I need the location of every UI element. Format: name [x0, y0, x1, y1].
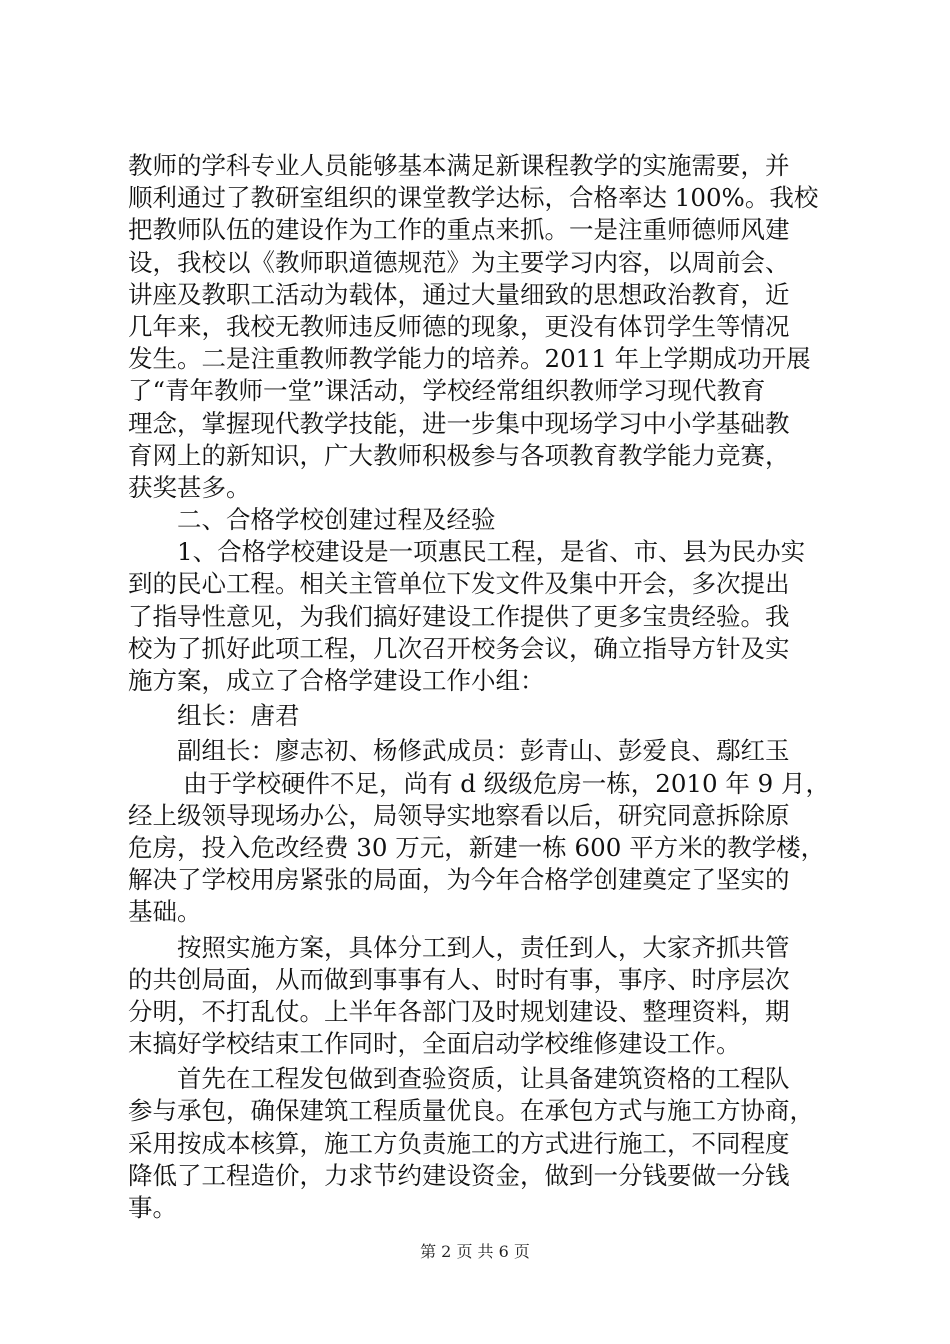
text-line: 了指导性意见，为我们搞好建设工作提供了更多宝贵经验。我	[128, 601, 790, 631]
text-line: 几年来，我校无教师违反师德的现象，更没有体罚学生等情况	[128, 311, 790, 341]
text-line: 分明，不打乱仗。上半年各部门及时规划建设、整理资料，期	[128, 996, 790, 1026]
text-line: 由于学校硬件不足，尚有 d 级级危房一栋，2010 年 9 月，	[183, 768, 831, 798]
text-line: 的共创局面，从而做到事事有人、时时有事，事序、时序层次	[128, 964, 790, 994]
paragraph-project-intro	[128, 536, 840, 697]
text-line: 顺利通过了教研室组织的课堂教学达标，合格率达 100%。我校	[128, 183, 819, 213]
paragraph-group-leader	[128, 700, 840, 732]
text-line: 事。	[128, 1193, 177, 1222]
text-line: 讲座及教职工活动为载体，通过大量细致的思想政治教育，近	[128, 279, 790, 309]
text-line: 采用按成本核算，施工方负责施工的方式进行施工，不同程度	[128, 1128, 790, 1158]
text-line: 育网上的新知识，广大教师积极参与各项教育教学能力竞赛，	[128, 440, 790, 470]
text-line: 末搞好学校结束工作同时，全面启动学校维修建设工作。	[128, 1029, 741, 1059]
paragraph-building	[128, 768, 840, 929]
text-line: 经上级领导现场办公，局领导实地察看以后，研究同意拆除原	[128, 800, 790, 830]
text-line: 到的民心工程。相关主管单位下发文件及集中开会，多次提出	[128, 569, 790, 599]
text-line: 校为了抓好此项工程，几次召开校务会议，确立指导方针及实	[128, 633, 790, 663]
page-number-label: 第 2 页 共 6 页	[420, 1242, 530, 1261]
paragraph-teacher-team	[128, 150, 840, 504]
text-line: 了“青年教师一堂”课活动，学校经常组织教师学习现代教育	[128, 376, 766, 406]
text-line: 把教师队伍的建设作为工作的重点来抓。一是注重师德师风建	[128, 215, 790, 245]
text-line: 教师的学科专业人员能够基本满足新课程教学的实施需要，并	[128, 151, 790, 180]
text-line: 副组长：廖志初、杨修武成员：彭青山、彭爱良、鄢红玉	[177, 736, 790, 766]
text-line: 设，我校以《教师职道德规范》为主要学习内容，以周前会、	[128, 247, 790, 277]
document-body	[128, 150, 840, 1224]
text-line: 理念，掌握现代教学技能，进一步集中现场学习中小学基础教	[128, 408, 790, 438]
text-line: 降低了工程造价，力求节约建设资金，做到一分钱要做一分钱	[128, 1160, 790, 1190]
text-line: 发生。二是注重教师教学能力的培养。2011 年上学期成功开展	[128, 344, 811, 374]
text-line: 解决了学校用房紧张的局面，为今年合格学创建奠定了坚实的	[128, 865, 790, 895]
text-line: 首先在工程发包做到查验资质，让具备建筑资格的工程队	[177, 1064, 790, 1094]
text-line: 基础。	[128, 897, 202, 927]
text-line: 获奖甚多。	[128, 472, 251, 502]
page-footer	[0, 1240, 950, 1264]
paragraph-contracting	[128, 1063, 840, 1224]
paragraph-implementation	[128, 932, 840, 1061]
text-line: 1、合格学校建设是一项惠民工程，是省、市、县为民办实	[177, 537, 806, 567]
text-line: 施方案，成立了合格学建设工作小组：	[128, 666, 545, 695]
paragraph-deputy-leaders	[128, 735, 840, 767]
text-line: 危房，投入危改经费 30 万元，新建一栋 600 平方米的教学楼，	[128, 832, 826, 862]
section-heading-text: 二、合格学校创建过程及经验	[177, 505, 496, 535]
text-line: 组长：唐君	[177, 701, 300, 731]
text-line: 参与承包，确保建筑工程质量优良。在承包方式与施工方协商，	[128, 1096, 814, 1126]
text-line: 按照实施方案，具体分工到人，责任到人，大家齐抓共管	[177, 932, 790, 962]
section-heading	[128, 504, 840, 536]
